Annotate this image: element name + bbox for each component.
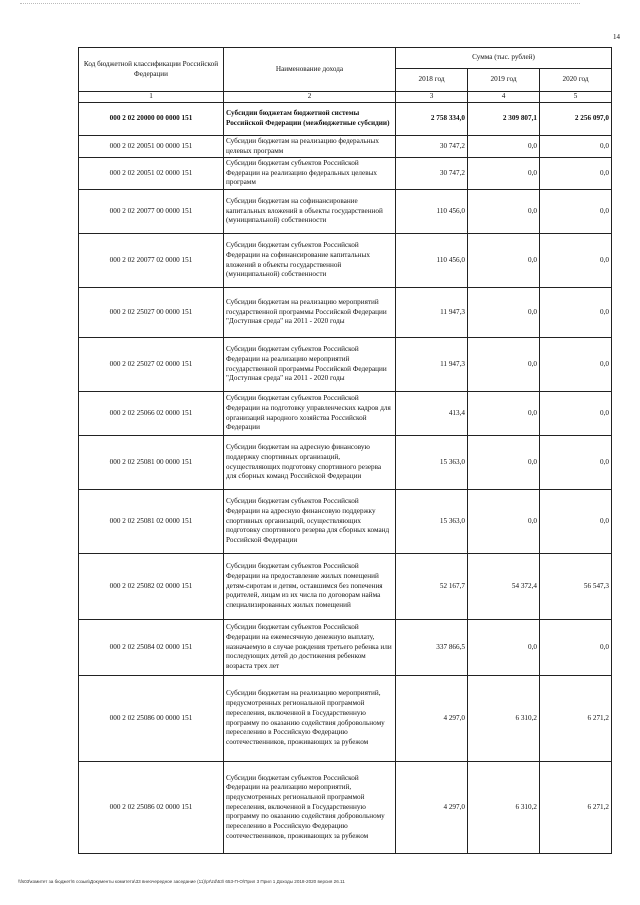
row-name: Субсидии бюджетам субъектов Российской Федерации на реализацию федеральных целевых программ xyxy=(224,158,396,190)
row-amount-2019: 0,0 xyxy=(468,190,540,234)
row-amount-2018: 52 167,7 xyxy=(396,554,468,620)
row-amount-2018: 30 747,2 xyxy=(396,136,468,158)
row-amount-2018: 15 363,0 xyxy=(396,436,468,490)
row-amount-2020: 0,0 xyxy=(540,136,612,158)
row-amount-2019: 6 310,2 xyxy=(468,676,540,762)
header-name: Наименование дохода xyxy=(224,48,396,92)
row-name: Субсидии бюджетам субъектов Российской Федерации на предоставление жилых помещений детям-сиротам и детям, оставшимся без попечения родителей, лицам из их числа по договорам найма специализированных жилых помещений xyxy=(224,554,396,620)
top-scan-line xyxy=(20,3,580,4)
row-amount-2020: 6 271,2 xyxy=(540,762,612,854)
header-code: Код бюджетной классификации Российской Федерации xyxy=(79,48,224,92)
col-number: 1 xyxy=(79,92,224,103)
row-amount-2020: 0,0 xyxy=(540,436,612,490)
row-amount-2019: 0,0 xyxy=(468,234,540,288)
row-code: 000 2 02 25084 02 0000 151 xyxy=(79,620,224,676)
row-name: Субсидии бюджетам субъектов Российской Федерации на адресную финансовую поддержку спортивных организаций, осуществляющих подготовку спортивного резерва для сборных команд Российской Федерации xyxy=(224,490,396,554)
budget-income-table xyxy=(78,47,612,854)
row-amount-2019: 0,0 xyxy=(468,158,540,190)
file-path-footer: \\fs03\комитет за бюджет\6 созыв\Документы комитета\33 внеочередное заседание (11)\pr\zd\53\ 653-П-О\Прил 3 Прил 1 Доходы 2018-2020 версия 26.11 xyxy=(18,879,345,884)
row-code: 000 2 02 25086 00 0000 151 xyxy=(79,676,224,762)
row-amount-2018: 337 866,5 xyxy=(396,620,468,676)
row-amount-2019: 0,0 xyxy=(468,436,540,490)
row-amount-2019: 54 372,4 xyxy=(468,554,540,620)
row-code: 000 2 02 25081 00 0000 151 xyxy=(79,436,224,490)
row-code: 000 2 02 25066 02 0000 151 xyxy=(79,392,224,436)
row-code: 000 2 02 20051 00 0000 151 xyxy=(79,136,224,158)
row-amount-2018: 4 297,0 xyxy=(396,762,468,854)
row-name: Субсидии бюджетам субъектов Российской Федерации на реализацию мероприятий, предусмотренных региональной программой переселения, включенной в Государственную программу по оказанию содействия добровольному переселению в Российскую Федерацию соотечественников, проживающих за рубежом xyxy=(224,762,396,854)
row-code: 000 2 02 20051 02 0000 151 xyxy=(79,158,224,190)
row-amount-2020: 0,0 xyxy=(540,620,612,676)
row-amount-2018: 15 363,0 xyxy=(396,490,468,554)
row-amount-2020: 2 256 097,0 xyxy=(540,103,612,136)
header-year-2018: 2018 год xyxy=(396,69,468,92)
header-sum: Сумма (тыс. рублей) xyxy=(396,48,612,69)
row-amount-2019: 6 310,2 xyxy=(468,762,540,854)
table-row xyxy=(79,190,612,234)
row-name: Субсидии бюджетам субъектов Российской Федерации на ежемесячную денежную выплату, назначаемую в случае рождения третьего ребенка или последующих детей до достижения ребенком возраста трех лет xyxy=(224,620,396,676)
row-code: 000 2 02 20077 00 0000 151 xyxy=(79,190,224,234)
row-name: Субсидии бюджетам субъектов Российской Федерации на софинансирование капитальных вложений в объекты государственной (муниципальной) собственности xyxy=(224,234,396,288)
row-code: 000 2 02 20077 02 0000 151 xyxy=(79,234,224,288)
col-number: 4 xyxy=(468,92,540,103)
header-year-2019: 2019 год xyxy=(468,69,540,92)
table-row xyxy=(79,234,612,288)
table-row xyxy=(79,620,612,676)
row-amount-2020: 0,0 xyxy=(540,288,612,338)
row-name: Субсидии бюджетам субъектов Российской Федерации на реализацию мероприятий государственной программы Российской Федерации "Доступная среда" на 2011 - 2020 годы xyxy=(224,338,396,392)
col-number: 5 xyxy=(540,92,612,103)
table-row xyxy=(79,136,612,158)
row-amount-2019: 0,0 xyxy=(468,490,540,554)
row-amount-2018: 11 947,3 xyxy=(396,288,468,338)
row-name: Субсидии бюджетам на адресную финансовую поддержку спортивных организаций, осуществляющих подготовку спортивного резерва для сборных команд Российской Федерации xyxy=(224,436,396,490)
table-row xyxy=(79,762,612,854)
row-name: Субсидии бюджетам на реализацию федеральных целевых программ xyxy=(224,136,396,158)
row-amount-2019: 2 309 807,1 xyxy=(468,103,540,136)
table-row xyxy=(79,436,612,490)
row-code: 000 2 02 25082 02 0000 151 xyxy=(79,554,224,620)
row-amount-2020: 56 547,3 xyxy=(540,554,612,620)
row-code: 000 2 02 25027 00 0000 151 xyxy=(79,288,224,338)
table-row xyxy=(79,490,612,554)
row-code: 000 2 02 25027 02 0000 151 xyxy=(79,338,224,392)
row-amount-2018: 110 456,0 xyxy=(396,190,468,234)
col-number: 2 xyxy=(224,92,396,103)
table-row xyxy=(79,103,612,136)
row-amount-2018: 11 947,3 xyxy=(396,338,468,392)
table-row xyxy=(79,392,612,436)
header-year-2020: 2020 год xyxy=(540,69,612,92)
row-name: Субсидии бюджетам на реализацию мероприятий, предусмотренных региональной программой переселения, включенной в Государственную программу по оказанию содействия добровольному переселению в Российскую Федерацию соотечественников, проживающих за рубежом xyxy=(224,676,396,762)
row-name: Субсидии бюджетам субъектов Российской Федерации на подготовку управленческих кадров для организаций народного хозяйства Российской Федерации xyxy=(224,392,396,436)
row-amount-2020: 0,0 xyxy=(540,392,612,436)
table-row xyxy=(79,288,612,338)
row-amount-2019: 0,0 xyxy=(468,620,540,676)
row-amount-2018: 2 758 334,0 xyxy=(396,103,468,136)
row-code: 000 2 02 20000 00 0000 151 xyxy=(79,103,224,136)
row-amount-2020: 6 271,2 xyxy=(540,676,612,762)
row-amount-2020: 0,0 xyxy=(540,490,612,554)
row-amount-2019: 0,0 xyxy=(468,338,540,392)
row-amount-2020: 0,0 xyxy=(540,234,612,288)
table-row xyxy=(79,338,612,392)
row-amount-2020: 0,0 xyxy=(540,338,612,392)
table-row xyxy=(79,554,612,620)
row-code: 000 2 02 25086 02 0000 151 xyxy=(79,762,224,854)
row-amount-2018: 4 297,0 xyxy=(396,676,468,762)
row-name: Субсидии бюджетам на софинансирование капитальных вложений в объекты государственной (муниципальной) собственности xyxy=(224,190,396,234)
table-row xyxy=(79,676,612,762)
row-name: Субсидии бюджетам на реализацию мероприятий государственной программы Российской Федерации "Доступная среда" на 2011 - 2020 годы xyxy=(224,288,396,338)
row-amount-2019: 0,0 xyxy=(468,136,540,158)
row-amount-2019: 0,0 xyxy=(468,392,540,436)
row-amount-2019: 0,0 xyxy=(468,288,540,338)
page-number: 14 xyxy=(613,33,620,41)
row-amount-2018: 413,4 xyxy=(396,392,468,436)
row-amount-2018: 30 747,2 xyxy=(396,158,468,190)
table-row xyxy=(79,158,612,190)
row-amount-2020: 0,0 xyxy=(540,190,612,234)
col-number: 3 xyxy=(396,92,468,103)
row-name: Субсидии бюджетам бюджетной системы Российской Федерации (межбюджетные субсидии) xyxy=(224,103,396,136)
row-amount-2020: 0,0 xyxy=(540,158,612,190)
row-amount-2018: 110 456,0 xyxy=(396,234,468,288)
row-code: 000 2 02 25081 02 0000 151 xyxy=(79,490,224,554)
